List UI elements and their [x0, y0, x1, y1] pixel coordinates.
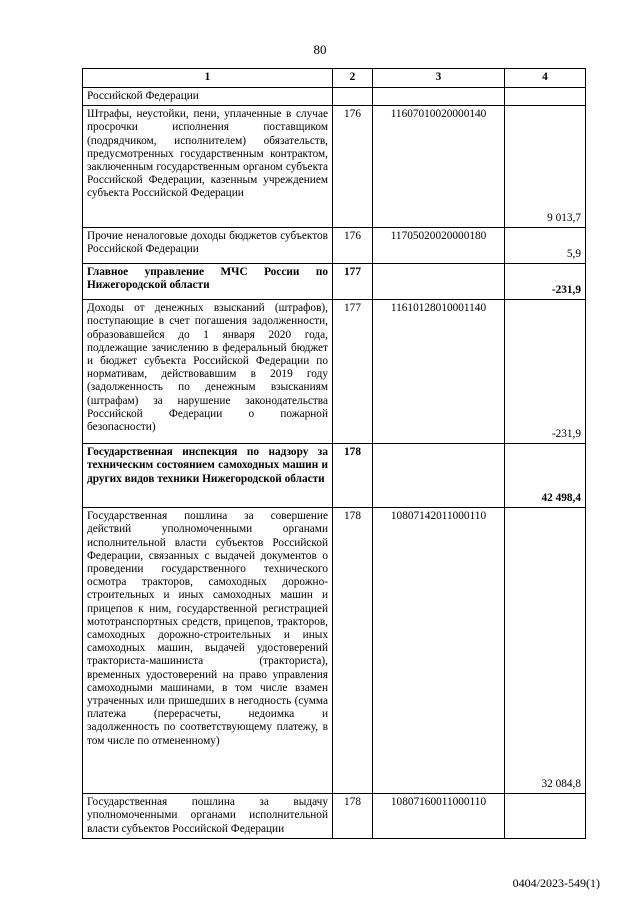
header-cell: 3	[373, 69, 505, 88]
row-admin-code: 178	[333, 794, 373, 839]
row-kbk-code: 10807142011000110	[373, 508, 505, 794]
row-kbk-code: 11705020020000180	[373, 228, 505, 264]
row-amount: -231,9	[505, 264, 586, 300]
row-admin-code	[333, 88, 373, 106]
row-kbk-code: 10807160011000110	[373, 794, 505, 839]
revenue-table	[82, 68, 586, 839]
table-row	[83, 300, 586, 444]
row-amount	[505, 88, 586, 106]
row-description: Доходы от денежных взысканий (штрафов), поступающие в счет погашения задолженности, образовавшейся до 1 января 2020 года, подлежащие зачислению в федеральный бюджет и бюджет субъекта Российской Федерации по нормативам, действовавшим в 2019 году (задолженность по денежным взысканиям (штрафам) за нарушение законодательства Российской Федерации о пожарной безопасности)	[83, 300, 333, 444]
row-amount: -231,9	[505, 300, 586, 444]
table-row	[83, 264, 586, 300]
document-code: 0404/2023-549(1)	[512, 876, 600, 890]
row-kbk-code	[373, 264, 505, 300]
row-description: Прочие неналоговые доходы бюджетов субъектов Российской Федерации	[83, 228, 333, 264]
row-admin-code: 177	[333, 300, 373, 444]
row-description: Главное управление МЧС России по Нижегородской области	[83, 264, 333, 300]
row-kbk-code: 11610128010001140	[373, 300, 505, 444]
row-description: Государственная пошлина за выдачу уполномоченными органами исполнительной власти субъектов Российской Федерации	[83, 794, 333, 839]
header-cell: 4	[505, 69, 586, 88]
row-admin-code: 176	[333, 106, 373, 228]
table-row	[83, 228, 586, 264]
row-kbk-code: 11607010020000140	[373, 106, 505, 228]
table-row	[83, 88, 586, 106]
row-description: Российской Федерации	[83, 88, 333, 106]
row-kbk-code	[373, 88, 505, 106]
table-row	[83, 794, 586, 839]
row-kbk-code	[373, 444, 505, 508]
row-admin-code: 178	[333, 444, 373, 508]
table-row	[83, 106, 586, 228]
row-description: Государственная пошлина за совершение действий уполномоченными органами исполнительной власти субъектов Российской Федерации, связанных с выдачей документов о проведении государственного технического осмотра тракторов, самоходных дорожно-строительных и иных самоходных машин и прицепов к ним, государственной регистрацией мототранспортных средств, прицепов, тракторов, самоходных дорожно-строительных и иных самоходных машин, выдачей удостоверений тракториста-машиниста (тракториста), временных удостоверений на право управления самоходными машинами, в том числе взамен утраченных или пришедших в негодность (сумма платежа (перерасчеты, недоимка и задолженность по соответствующему платежу, в том числе по отмененному)	[83, 508, 333, 794]
row-amount: 5,9	[505, 228, 586, 264]
row-amount: 9 013,7	[505, 106, 586, 228]
row-amount: 32 084,8	[505, 508, 586, 794]
row-description: Государственная инспекция по надзору за техническим состоянием самоходных машин и других видов техники Нижегородской области	[83, 444, 333, 508]
table-row	[83, 444, 586, 508]
row-description: Штрафы, неустойки, пени, уплаченные в случае просрочки исполнения поставщиком (подрядчиком, исполнителем) обязательств, предусмотренных государственным контрактом, заключенным государственным органом субъекта Российской Федерации, казенным учреждением субъекта Российской Федерации	[83, 106, 333, 228]
row-admin-code: 176	[333, 228, 373, 264]
header-cell: 1	[83, 69, 333, 88]
table-header-row	[83, 69, 586, 88]
row-amount	[505, 794, 586, 839]
row-amount: 42 498,4	[505, 444, 586, 508]
page-number: 80	[313, 42, 327, 57]
table-row	[83, 508, 586, 794]
row-admin-code: 177	[333, 264, 373, 300]
row-admin-code: 178	[333, 508, 373, 794]
header-cell: 2	[333, 69, 373, 88]
